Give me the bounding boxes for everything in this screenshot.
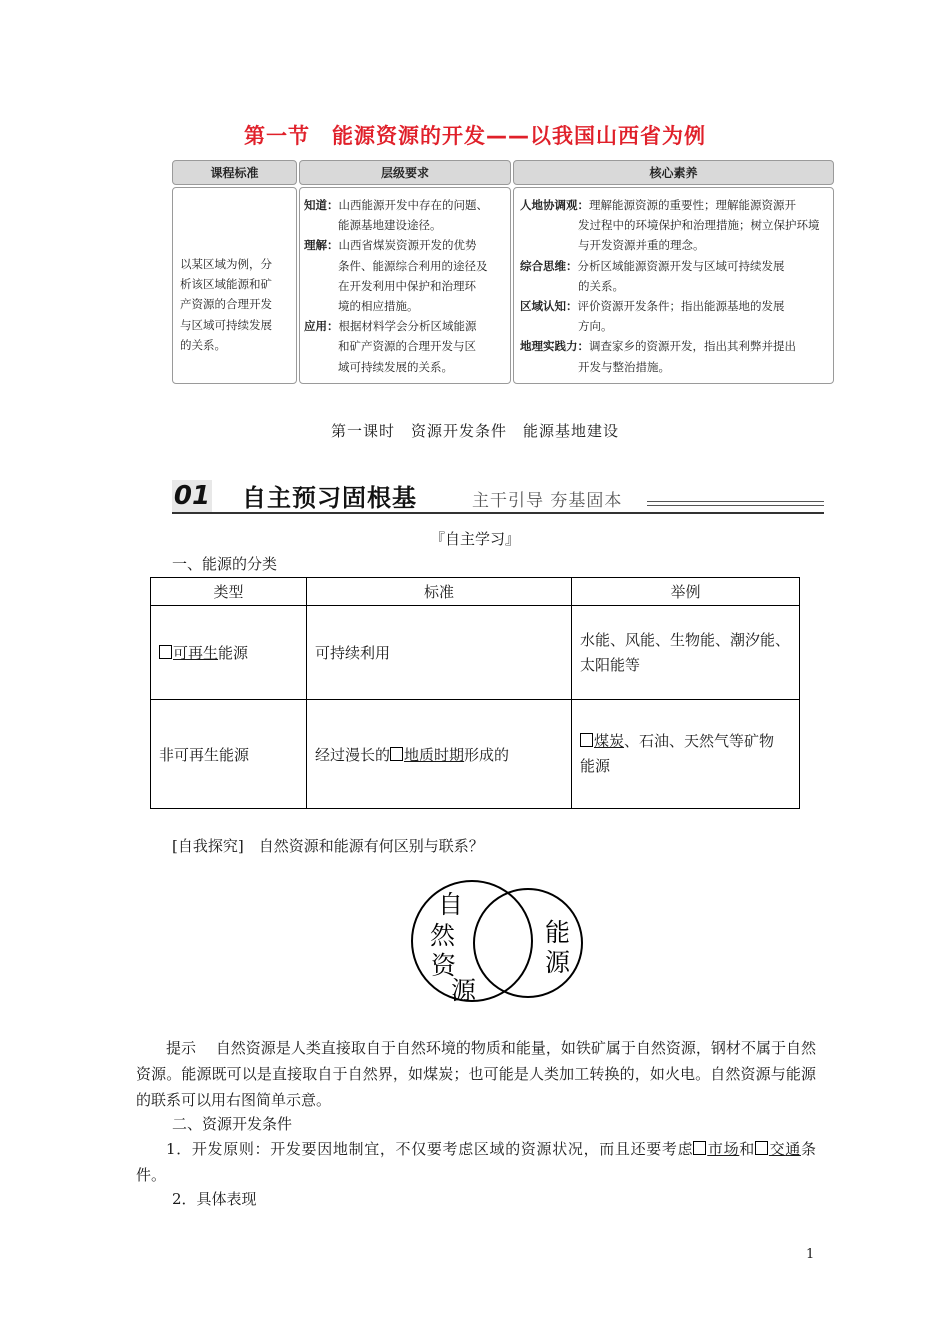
- self-explore-question: [自我探究] 自然资源和能源有何区别与联系？: [172, 837, 484, 855]
- header-course-standard: 课程标准: [172, 160, 297, 185]
- level-text: 和矿产资源的合理开发与区: [338, 339, 476, 354]
- blank-geologic-period: 地质时期: [390, 746, 464, 764]
- literacy-text: 与开发资源并重的理念。: [578, 238, 705, 253]
- venn-right-char: 能: [545, 918, 571, 947]
- level-text: 根据材料学会分析区域能源: [338, 319, 477, 334]
- venn-right-char: 源: [545, 948, 571, 977]
- level-label-understand: 理解：: [304, 238, 339, 253]
- literacy-text: 的关系。: [578, 278, 624, 293]
- header-standard: 标准: [307, 578, 572, 606]
- blank-market: 市场: [693, 1140, 739, 1158]
- standard-line: 与区域可持续发展: [180, 317, 272, 332]
- table-header-row: [151, 578, 800, 606]
- venn-left-char: 资: [431, 951, 457, 980]
- level-text: 在开发利用中保护和治理环: [338, 278, 476, 293]
- banner-main-title: 自主预习固根基: [242, 484, 417, 512]
- literacy-text: 调查家乡的资源开发，指出其利弊并提出: [589, 339, 796, 354]
- table-row: [151, 606, 800, 700]
- blank-transport: 交通: [755, 1140, 801, 1158]
- hint-label: 提示: [166, 1039, 197, 1057]
- banner-subtitle: 主干引导 夯基固本: [472, 491, 623, 511]
- banner-rule: [647, 501, 824, 502]
- course-standard-cell: [172, 187, 297, 384]
- level-text: 域可持续发展的关系。: [338, 359, 453, 374]
- table-row: [151, 700, 800, 809]
- literacy-text: 分析区域能源资源开发与区域可持续发展: [577, 258, 785, 273]
- level-text: 山西能源开发中存在的问题、: [338, 198, 488, 212]
- header-level-requirement: 层级要求: [299, 160, 511, 185]
- header-example: 举例: [572, 578, 800, 606]
- literacy-text: 开发与整治措施。: [578, 359, 670, 374]
- blank-box-icon: [755, 1141, 768, 1155]
- standard-line: 以某区域为例，分: [180, 257, 272, 271]
- banner-rule: [647, 505, 824, 506]
- level-label-apply: 应用：: [304, 319, 339, 334]
- cell-standard-renewable: 可持续利用: [307, 606, 572, 700]
- level-text: 能源基地建设途径。: [338, 218, 442, 233]
- core-literacy-cell: [513, 187, 834, 384]
- standards-table: [172, 160, 834, 384]
- level-label-know: 知道：: [304, 198, 339, 212]
- blank-coal: 煤炭: [580, 732, 624, 750]
- level-text: 山西省煤炭资源开发的优势: [338, 238, 477, 253]
- level-text: 条件、能源综合利用的途径及: [338, 258, 488, 273]
- cell-example-renewable: 水能、风能、生物能、潮汐能、 太阳能等: [572, 606, 800, 700]
- blank-box-icon: [159, 645, 172, 659]
- page-number: 1: [806, 1247, 815, 1262]
- blank-box-icon: [390, 747, 403, 761]
- literacy-label-practice: 地理实践力：: [520, 339, 589, 354]
- literacy-label-integrated: 综合思维：: [520, 258, 578, 273]
- standard-line: 析该区域能源和矿: [180, 277, 272, 292]
- hint-paragraph: 提示 自然资源是人类直接取自于自然环境的物质和能量，如铁矿属于自然资源，钢材不属于自然资源。能源既可以是直接取自于自然界，如煤炭；也可能是人类加工转换的，如火电。自然资源与能源的联系可以用右图简单示意。: [136, 1039, 816, 1109]
- energy-classification-table: [150, 577, 800, 809]
- banner-rule: [172, 512, 824, 514]
- literacy-label-human-earth: 人地协调观：: [520, 198, 589, 212]
- literacy-text: 理解能源资源的重要性；理解能源资源开: [589, 198, 796, 212]
- level-text: 境的相应措施。: [338, 299, 419, 314]
- cell-example-nonrenewable: 煤炭、石油、天然气等矿物 能源: [572, 700, 800, 809]
- cell-type-nonrenewable: 非可再生能源: [151, 700, 307, 809]
- cell-standard-nonrenewable: 经过漫长的 地质时期形成的: [307, 700, 572, 809]
- blank-box-icon: [693, 1141, 706, 1155]
- cell-type-renewable: 可再生能源: [151, 606, 307, 700]
- venn-left-char: 自: [438, 890, 464, 919]
- standard-line: 产资源的合理开发: [180, 297, 272, 312]
- header-core-literacy: 核心素养: [513, 160, 834, 185]
- section-heading-1: 一、能源的分类: [172, 555, 278, 573]
- header-type: 类型: [151, 578, 307, 606]
- page-title: 第一节 能源资源的开发——以我国山西省为例: [244, 124, 706, 148]
- standard-line: 的关系。: [180, 337, 226, 352]
- self-study-heading: 『自主学习』: [429, 530, 520, 548]
- venn-diagram: [411, 875, 587, 1009]
- blank-box-icon: [580, 733, 593, 747]
- lesson-title: 第一课时 资源开发条件 能源基地建设: [330, 422, 619, 440]
- section-heading-2: 二、资源开发条件: [172, 1115, 293, 1133]
- venn-left-char: 然: [430, 921, 456, 950]
- item-2: 2．具体表现: [172, 1190, 257, 1208]
- literacy-text: 评价资源开发条件；指出能源基地的发展: [577, 299, 785, 314]
- venn-left-char: 源: [451, 976, 477, 1005]
- blank-renewable: 可再生: [159, 644, 218, 662]
- literacy-label-regional: 区域认知：: [520, 299, 578, 314]
- level-requirement-cell: [299, 187, 511, 384]
- literacy-text: 发过程中的环境保护和治理措施；树立保护环境: [578, 218, 820, 233]
- item-1-paragraph: 1．开发原则：开发要因地制宜，不仅要考虑区域的资源状况，而且还要考虑 市场和 交通条件。: [136, 1140, 816, 1184]
- banner-number: 01: [173, 481, 211, 511]
- literacy-text: 方向。: [578, 319, 613, 334]
- section-banner: [172, 476, 824, 516]
